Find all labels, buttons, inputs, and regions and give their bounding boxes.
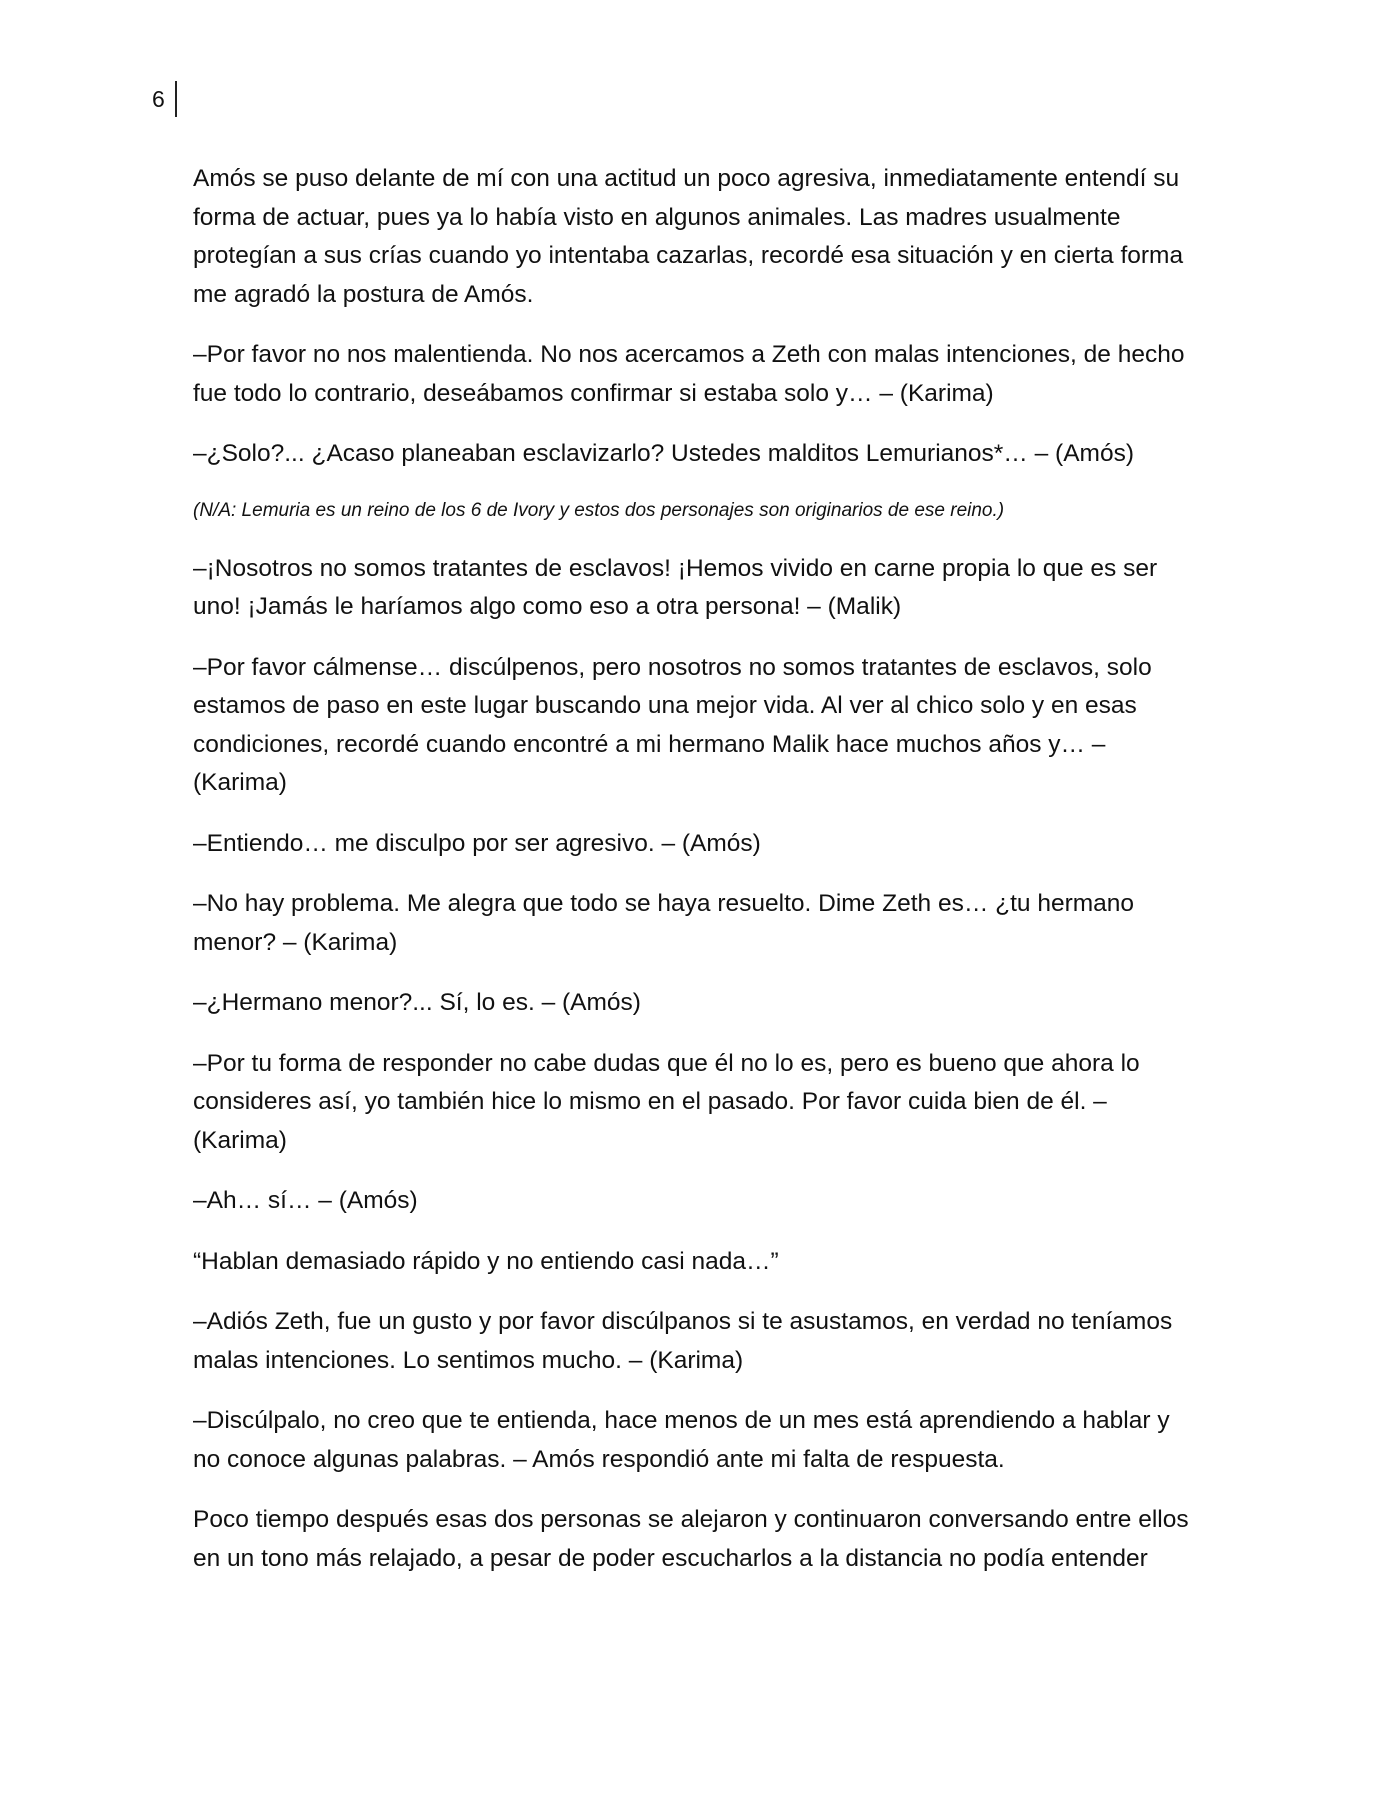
paragraph: [193, 649, 1213, 803]
header-divider: [175, 81, 177, 117]
text-line: (Karima): [193, 769, 287, 796]
paragraph: [193, 160, 1213, 314]
text-line: no conoce algunas palabras. – Amós respondió ante mi falta de respuesta.: [193, 1445, 1005, 1473]
paragraph: [193, 550, 1213, 627]
text-line: –Por tu forma de responder no cabe dudas que él no lo es, pero es bueno que ahora lo: [193, 1049, 1140, 1077]
text-line: consideres así, yo también hice lo mismo en el pasado. Por favor cuida bien de él. –: [193, 1088, 1107, 1115]
page-number: 6: [152, 86, 165, 112]
paragraph: [193, 825, 1213, 864]
paragraph: [193, 1303, 1213, 1380]
paragraph: [193, 1243, 1213, 1282]
paragraph: [193, 336, 1213, 413]
text-line: me agradó la postura de Amós.: [193, 280, 534, 308]
paragraph: [193, 984, 1213, 1023]
text-line: uno! ¡Jamás le haríamos algo como eso a otra persona! – (Malik): [193, 593, 902, 620]
paragraph: [193, 1501, 1213, 1578]
paragraph: [193, 435, 1213, 474]
text-line: condiciones, recordé cuando encontré a mi hermano Malik hace muchos años y… –: [193, 730, 1106, 758]
text-line: Poco tiempo después esas dos personas se alejaron y continuaron conversando entre ellos: [193, 1506, 1189, 1533]
text-line: (N/A: Lemuria es un reino de los 6 de Ivory y estos dos personajes son originarios de ese reino.): [193, 499, 1005, 521]
text-line: –¿Solo?... ¿Acaso planeaban esclavizarlo? Ustedes malditos Lemurianos*… – (Amós): [193, 440, 1134, 467]
text-line: –Por favor cálmense… discúlpenos, pero nosotros no somos tratantes de esclavos, solo: [193, 653, 1152, 681]
body-text: [193, 160, 1213, 1600]
text-line: Amós se puso delante de mí con una actitud un poco agresiva, inmediatamente entendí su: [193, 165, 1180, 192]
text-line: “Hablan demasiado rápido y no entiendo casi nada…”: [193, 1247, 779, 1275]
text-line: forma de actuar, pues ya lo había visto en algunos animales. Las madres usualmente: [193, 203, 1121, 231]
text-line: estamos de paso en este lugar buscando una mejor vida. Al ver al chico solo y en esas: [193, 692, 1137, 719]
paragraph: [193, 1402, 1213, 1479]
author-note: [193, 496, 1213, 526]
text-line: –¿Hermano menor?... Sí, lo es. – (Amós): [193, 989, 641, 1016]
paragraph: [193, 1045, 1213, 1161]
text-line: menor? – (Karima): [193, 928, 398, 956]
text-line: –Adiós Zeth, fue un gusto y por favor discúlpanos si te asustamos, en verdad no teníamos: [193, 1308, 1173, 1335]
text-line: –¡Nosotros no somos tratantes de esclavos! ¡Hemos vivido en carne propia lo que es ser: [193, 554, 1158, 582]
text-line: –No hay problema. Me alegra que todo se haya resuelto. Dime Zeth es… ¿tu hermano: [193, 890, 1135, 917]
text-line: –Discúlpalo, no creo que te entienda, hace menos de un mes está aprendiendo a hablar y: [193, 1407, 1170, 1434]
paragraph: [193, 885, 1213, 962]
text-line: –Entiendo… me disculpo por ser agresivo. – (Amós): [193, 829, 761, 857]
text-line: –Ah… sí… – (Amós): [193, 1187, 418, 1214]
text-line: malas intenciones. Lo sentimos mucho. – (Karima): [193, 1346, 744, 1374]
text-line: en un tono más relajado, a pesar de poder escucharlos a la distancia no podía entender: [193, 1544, 1148, 1572]
page-header: [152, 82, 177, 116]
text-line: fue todo lo contrario, deseábamos confirmar si estaba solo y… – (Karima): [193, 379, 994, 407]
paragraph: [193, 1182, 1213, 1221]
text-line: protegían a sus crías cuando yo intentaba cazarlas, recordé esa situación y en cierta forma: [193, 242, 1184, 269]
text-line: (Karima): [193, 1126, 287, 1154]
text-line: –Por favor no nos malentienda. No nos acercamos a Zeth con malas intenciones, de hecho: [193, 341, 1185, 368]
